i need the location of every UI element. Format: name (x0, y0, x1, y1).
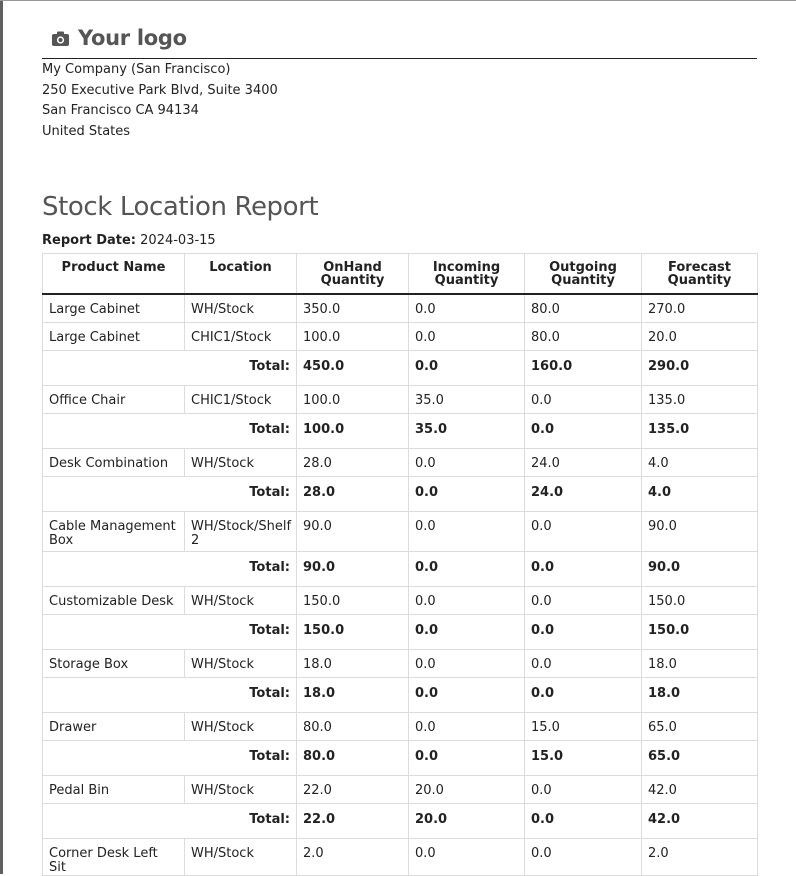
total-forecast: 18.0 (642, 677, 758, 712)
window-frame-left (0, 0, 3, 874)
total-label: Total: (43, 614, 297, 649)
cell-outgoing: 80.0 (525, 294, 642, 322)
total-forecast: 65.0 (642, 740, 758, 775)
camera-icon (51, 30, 70, 47)
total-incoming: 35.0 (409, 413, 525, 448)
cell-incoming: 0.0 (409, 586, 525, 614)
total-incoming: 0.0 (409, 551, 525, 586)
cell-forecast: 135.0 (642, 385, 758, 413)
company-country: United States (42, 123, 131, 139)
total-incoming: 0.0 (409, 614, 525, 649)
total-incoming: 0.0 (409, 476, 525, 511)
total-onhand: 18.0 (297, 677, 409, 712)
table-row (43, 511, 758, 551)
total-onhand: 28.0 (297, 476, 409, 511)
total-incoming: 0.0 (409, 677, 525, 712)
total-label: Total: (43, 413, 297, 448)
table-row (43, 775, 758, 803)
total-outgoing: 0.0 (525, 413, 642, 448)
cell-onhand: 100.0 (297, 322, 409, 350)
cell-outgoing: 0.0 (525, 586, 642, 614)
cell-product: Storage Box (43, 649, 185, 677)
total-onhand: 22.0 (297, 803, 409, 838)
table-row (43, 838, 758, 875)
cell-location: CHIC1/Stock (185, 322, 297, 350)
cell-product: Corner Desk Left Sit (43, 838, 185, 875)
cell-outgoing: 0.0 (525, 385, 642, 413)
table-row (43, 385, 758, 413)
cell-incoming: 20.0 (409, 775, 525, 803)
report-date-label: Report Date: (42, 233, 137, 248)
cell-location: CHIC1/Stock (185, 385, 297, 413)
cell-forecast: 20.0 (642, 322, 758, 350)
total-outgoing: 160.0 (525, 350, 642, 385)
total-row (43, 476, 758, 511)
cell-onhand: 100.0 (297, 385, 409, 413)
total-onhand: 80.0 (297, 740, 409, 775)
total-incoming: 0.0 (409, 740, 525, 775)
cell-outgoing: 80.0 (525, 322, 642, 350)
cell-product: Desk Combination (43, 448, 185, 476)
cell-outgoing: 0.0 (525, 649, 642, 677)
total-row (43, 413, 758, 448)
cell-location: WH/Stock (185, 712, 297, 740)
cell-onhand: 80.0 (297, 712, 409, 740)
cell-onhand: 18.0 (297, 649, 409, 677)
company-address (42, 60, 278, 142)
header-forecast-quantity: Forecast Quantity (642, 254, 758, 295)
cell-product: Office Chair (43, 385, 185, 413)
cell-forecast: 270.0 (642, 294, 758, 322)
report-date-value: 2024-03-15 (140, 233, 216, 248)
total-onhand: 90.0 (297, 551, 409, 586)
cell-incoming: 0.0 (409, 712, 525, 740)
total-outgoing: 24.0 (525, 476, 642, 511)
company-logo (51, 26, 187, 50)
company-name: My Company (San Francisco) (42, 62, 231, 77)
total-label: Total: (43, 740, 297, 775)
cell-location: WH/Stock/Shelf 2 (185, 511, 297, 551)
table-row (43, 322, 758, 350)
stock-table (42, 253, 758, 876)
total-forecast: 135.0 (642, 413, 758, 448)
table-header-row (43, 254, 758, 295)
total-outgoing: 0.0 (525, 551, 642, 586)
cell-product: Cable Management Box (43, 511, 185, 551)
company-city: San Francisco CA 94134 (42, 103, 199, 118)
cell-location: WH/Stock (185, 649, 297, 677)
cell-location: WH/Stock (185, 838, 297, 875)
cell-onhand: 350.0 (297, 294, 409, 322)
cell-incoming: 0.0 (409, 511, 525, 551)
cell-incoming: 0.0 (409, 322, 525, 350)
cell-incoming: 35.0 (409, 385, 525, 413)
cell-outgoing: 15.0 (525, 712, 642, 740)
cell-product: Large Cabinet (43, 294, 185, 322)
report-title: Stock Location Report (42, 192, 319, 222)
header-outgoing-quantity: Outgoing Quantity (525, 254, 642, 295)
total-outgoing: 0.0 (525, 677, 642, 712)
cell-onhand: 22.0 (297, 775, 409, 803)
cell-forecast: 4.0 (642, 448, 758, 476)
total-forecast: 290.0 (642, 350, 758, 385)
cell-outgoing: 0.0 (525, 775, 642, 803)
cell-forecast: 150.0 (642, 586, 758, 614)
cell-onhand: 150.0 (297, 586, 409, 614)
cell-location: WH/Stock (185, 448, 297, 476)
cell-forecast: 90.0 (642, 511, 758, 551)
total-onhand: 100.0 (297, 413, 409, 448)
total-label: Total: (43, 350, 297, 385)
cell-onhand: 28.0 (297, 448, 409, 476)
total-row (43, 350, 758, 385)
total-row (43, 740, 758, 775)
total-label: Total: (43, 551, 297, 586)
cell-incoming: 0.0 (409, 448, 525, 476)
cell-forecast: 42.0 (642, 775, 758, 803)
cell-outgoing: 0.0 (525, 511, 642, 551)
total-row (43, 551, 758, 586)
total-forecast: 42.0 (642, 803, 758, 838)
total-forecast: 90.0 (642, 551, 758, 586)
cell-forecast: 2.0 (642, 838, 758, 875)
total-row (43, 803, 758, 838)
cell-product: Pedal Bin (43, 775, 185, 803)
header-onhand-quantity: OnHand Quantity (297, 254, 409, 295)
total-outgoing: 0.0 (525, 803, 642, 838)
header-incoming-quantity: Incoming Quantity (409, 254, 525, 295)
cell-product: Large Cabinet (43, 322, 185, 350)
cell-location: WH/Stock (185, 586, 297, 614)
cell-incoming: 0.0 (409, 294, 525, 322)
cell-location: WH/Stock (185, 775, 297, 803)
total-forecast: 4.0 (642, 476, 758, 511)
total-incoming: 20.0 (409, 803, 525, 838)
cell-forecast: 18.0 (642, 649, 758, 677)
cell-outgoing: 0.0 (525, 838, 642, 875)
table-row (43, 586, 758, 614)
cell-forecast: 65.0 (642, 712, 758, 740)
table-row (43, 448, 758, 476)
report-date (42, 233, 216, 248)
cell-location: WH/Stock (185, 294, 297, 322)
total-incoming: 0.0 (409, 350, 525, 385)
total-row (43, 614, 758, 649)
header-divider (42, 58, 757, 59)
company-street: 250 Executive Park Blvd, Suite 3400 (42, 82, 278, 98)
total-onhand: 450.0 (297, 350, 409, 385)
total-forecast: 150.0 (642, 614, 758, 649)
cell-product: Drawer (43, 712, 185, 740)
total-outgoing: 0.0 (525, 614, 642, 649)
cell-product: Customizable Desk (43, 586, 185, 614)
table-row (43, 712, 758, 740)
cell-outgoing: 24.0 (525, 448, 642, 476)
table-row (43, 294, 758, 322)
logo-text: Your logo (78, 26, 187, 50)
total-label: Total: (43, 677, 297, 712)
total-label: Total: (43, 803, 297, 838)
window-frame-top (0, 0, 796, 1)
cell-onhand: 90.0 (297, 511, 409, 551)
header-product-name: Product Name (43, 254, 185, 295)
total-label: Total: (43, 476, 297, 511)
cell-onhand: 2.0 (297, 838, 409, 875)
total-outgoing: 15.0 (525, 740, 642, 775)
total-row (43, 677, 758, 712)
total-onhand: 150.0 (297, 614, 409, 649)
cell-incoming: 0.0 (409, 649, 525, 677)
header-location: Location (185, 254, 297, 295)
cell-incoming: 0.0 (409, 838, 525, 875)
table-row (43, 649, 758, 677)
